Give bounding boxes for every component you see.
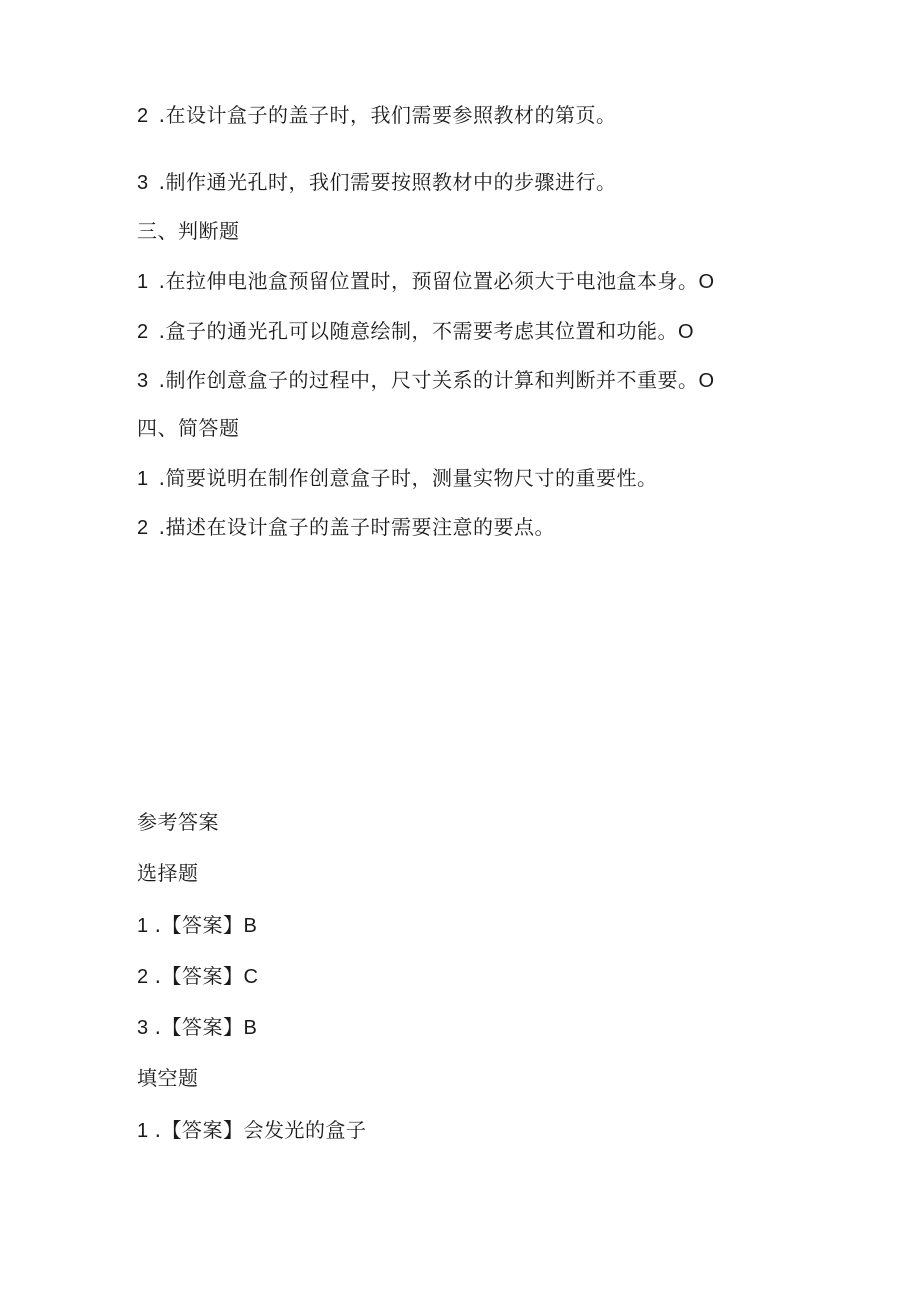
short-answer-item-1: [137, 465, 657, 492]
item-number: 1: [137, 915, 149, 937]
item-text: .制作创意盒子的过程中，尺寸关系的计算和判断并不重要。: [158, 368, 699, 392]
item-text: .在拉伸电池盒预留位置时，预留位置必须大于电池盒本身。: [158, 269, 699, 293]
item-number: 3: [137, 370, 149, 392]
answer-mark: O: [698, 370, 715, 392]
answers-title: 参考答案: [137, 810, 219, 834]
answers-fill-heading: 填空题: [137, 1066, 199, 1090]
item-number: 2: [137, 517, 149, 539]
item-number: 3: [137, 1017, 149, 1039]
answers-choice-heading: 选择题: [137, 861, 199, 885]
answer-fill-1: [137, 1117, 366, 1144]
item-number: 3: [137, 172, 149, 194]
answer-mark: O: [677, 321, 695, 343]
answer-label: .【答案】: [154, 964, 244, 988]
true-false-item-3: [137, 367, 715, 394]
answer-mark: O: [698, 271, 715, 293]
answer-label: .【答案】: [154, 913, 244, 937]
answer-label: .【答案】: [154, 1015, 244, 1039]
item-number: 1: [137, 468, 149, 490]
item-text: .描述在设计盒子的盖子时需要注意的要点。: [158, 515, 555, 539]
answer-choice-3: [137, 1014, 257, 1041]
short-answer-item-2: [137, 514, 555, 541]
item-number: 2: [137, 966, 149, 988]
fill-blank-item-3: [137, 169, 616, 196]
true-false-item-2: [137, 318, 694, 345]
item-text: .制作通光孔时，我们需要按照教材中的步骤进行。: [158, 170, 617, 194]
answer-choice-2: [137, 963, 258, 990]
fill-blank-item-2: [137, 102, 616, 129]
answer-value: C: [243, 966, 259, 988]
answer-value: 会发光的盒子: [243, 1118, 367, 1142]
answer-label: .【答案】: [154, 1118, 244, 1142]
item-number: 2: [137, 321, 149, 343]
item-text: .盒子的通光孔可以随意绘制，不需要考虑其位置和功能。: [158, 319, 678, 343]
section-heading-true-false: 三、判断题: [137, 219, 240, 243]
item-number: 2: [137, 105, 149, 127]
answer-value: B: [243, 1017, 258, 1039]
item-number: 1: [137, 1120, 149, 1142]
section-heading-short-answer: 四、简答题: [137, 416, 240, 440]
item-number: 1: [137, 271, 149, 293]
item-text: .简要说明在制作创意盒子时，测量实物尺寸的重要性。: [158, 466, 658, 490]
answer-choice-1: [137, 912, 257, 939]
item-text: .在设计盒子的盖子时，我们需要参照教材的第页。: [158, 103, 617, 127]
answer-value: B: [243, 915, 258, 937]
true-false-item-1: [137, 268, 715, 295]
